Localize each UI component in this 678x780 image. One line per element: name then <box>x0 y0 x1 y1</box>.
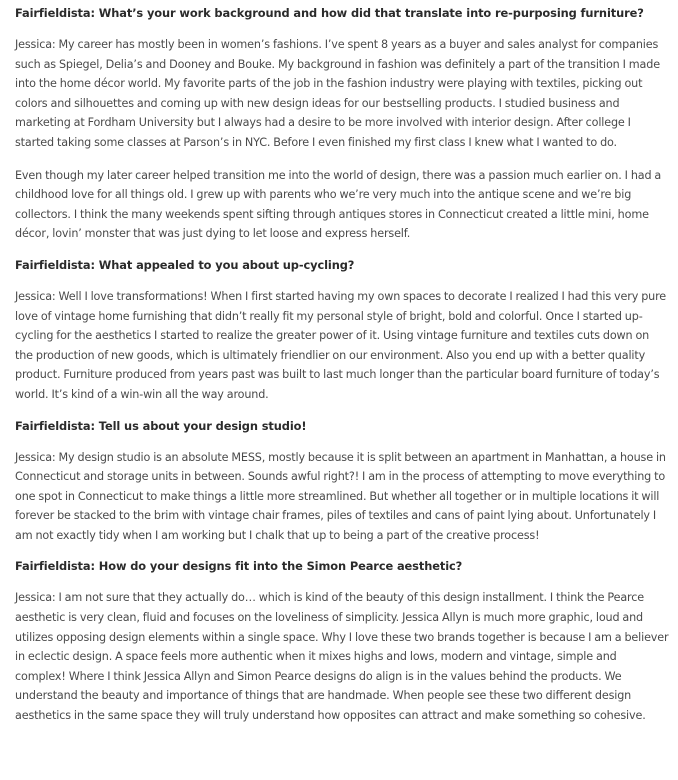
interview-question-up-cycling: Fairfieldista: What appealed to you about up-cycling? <box>15 257 355 272</box>
interview-answer-design-studio: Jessica: My design studio is an absolute MESS, mostly because it is split between an apartment in Manhattan, a house in Connecticut and storage units in between. Sounds awful right?! I am in the process of attempting to move everything to one spot in Connecticut to make things a little more streamlined. But whether all together or in multiple locations it will forever be stacked to the brim with vintage chair frames, piles of textiles and cans of paint lying about. Unfortunately I am not exactly tidy when I am working but I chalk that up to being a part of the creative process! <box>15 450 666 542</box>
interview-question-work-background: Fairfieldista: What’s your work background and how did that translate into re-purposing furniture? <box>15 6 644 20</box>
interview-answer-up-cycling: Jessica: Well I love transformations! When I first started having my own spaces to decorate I realized I had this very pure love of vintage home furnishing that didn’t really fit my personal style of bright, bold and colorful. Once I started up-cycling for the aesthetics I started to realize the greater power of it. Using vintage furniture and textiles cuts down on the production of new goods, which is ultimately friendlier on our environment. Also you end up with a better quality product. Furniture produced from years past was built to last much longer than the particular board furniture of today’s world. It’s kind of a win-win all the way around. <box>15 289 667 401</box>
interview-answer-simon-pearce: Jessica: I am not sure that they actually do… which is kind of the beauty of this design installment. I think the Pearce aesthetic is very clean, fluid and focuses on the loveliness of simplicity. Jessica Allyn is much more graphic, loud and utilizes opposing design elements within a single space. Why I love these two brands together is because I am a believer in eclectic design. A space feels more authentic when it mixes highs and lows, modern and vintage, simple and complex! Where I think Jessica Allyn and Simon Pearce designs do align is in the values behind the products. We understand the beauty and importance of things that are handmade. When people see these two different design aesthetics in the same space they will truly understand how opposites can attract and make something so cohesive. <box>15 591 669 723</box>
interview-question-simon-pearce: Fairfieldista: How do your designs fit into the Simon Pearce aesthetic? <box>15 559 463 574</box>
interview-answer-childhood-passion: Even though my later career helped transition me into the world of design, there was a passion much earlier on. I had a childhood love for all things old. I grew up with parents who we’re very much into the antique scene and we’re big collectors. I think the many weekends spent sifting through antiques stores in Connecticut created a little mini, home décor, lovin’ monster that was just dying to let loose and express herself. <box>15 168 662 241</box>
interview-answer-work-background: Jessica: My career has mostly been in women’s fashions. I’ve spent 8 years as a buyer and sales analyst for companies such as Spiegel, Delia’s and Dooney and Bouke. My background in fashion was definitely a part of the transition I made into the home décor world. My favorite parts of the job in the fashion industry were playing with textiles, picking out colors and silhouettes and coming up with new design ideas for our bestselling products. I studied business and marketing at Fordham University but I always had a desire to be more involved with interior design. After college I started taking some classes at Parson’s in NYC. Before I even finished my first class I knew what I wanted to do. <box>15 38 660 149</box>
interview-question-design-studio: Fairfieldista: Tell us about your design studio! <box>15 418 307 433</box>
